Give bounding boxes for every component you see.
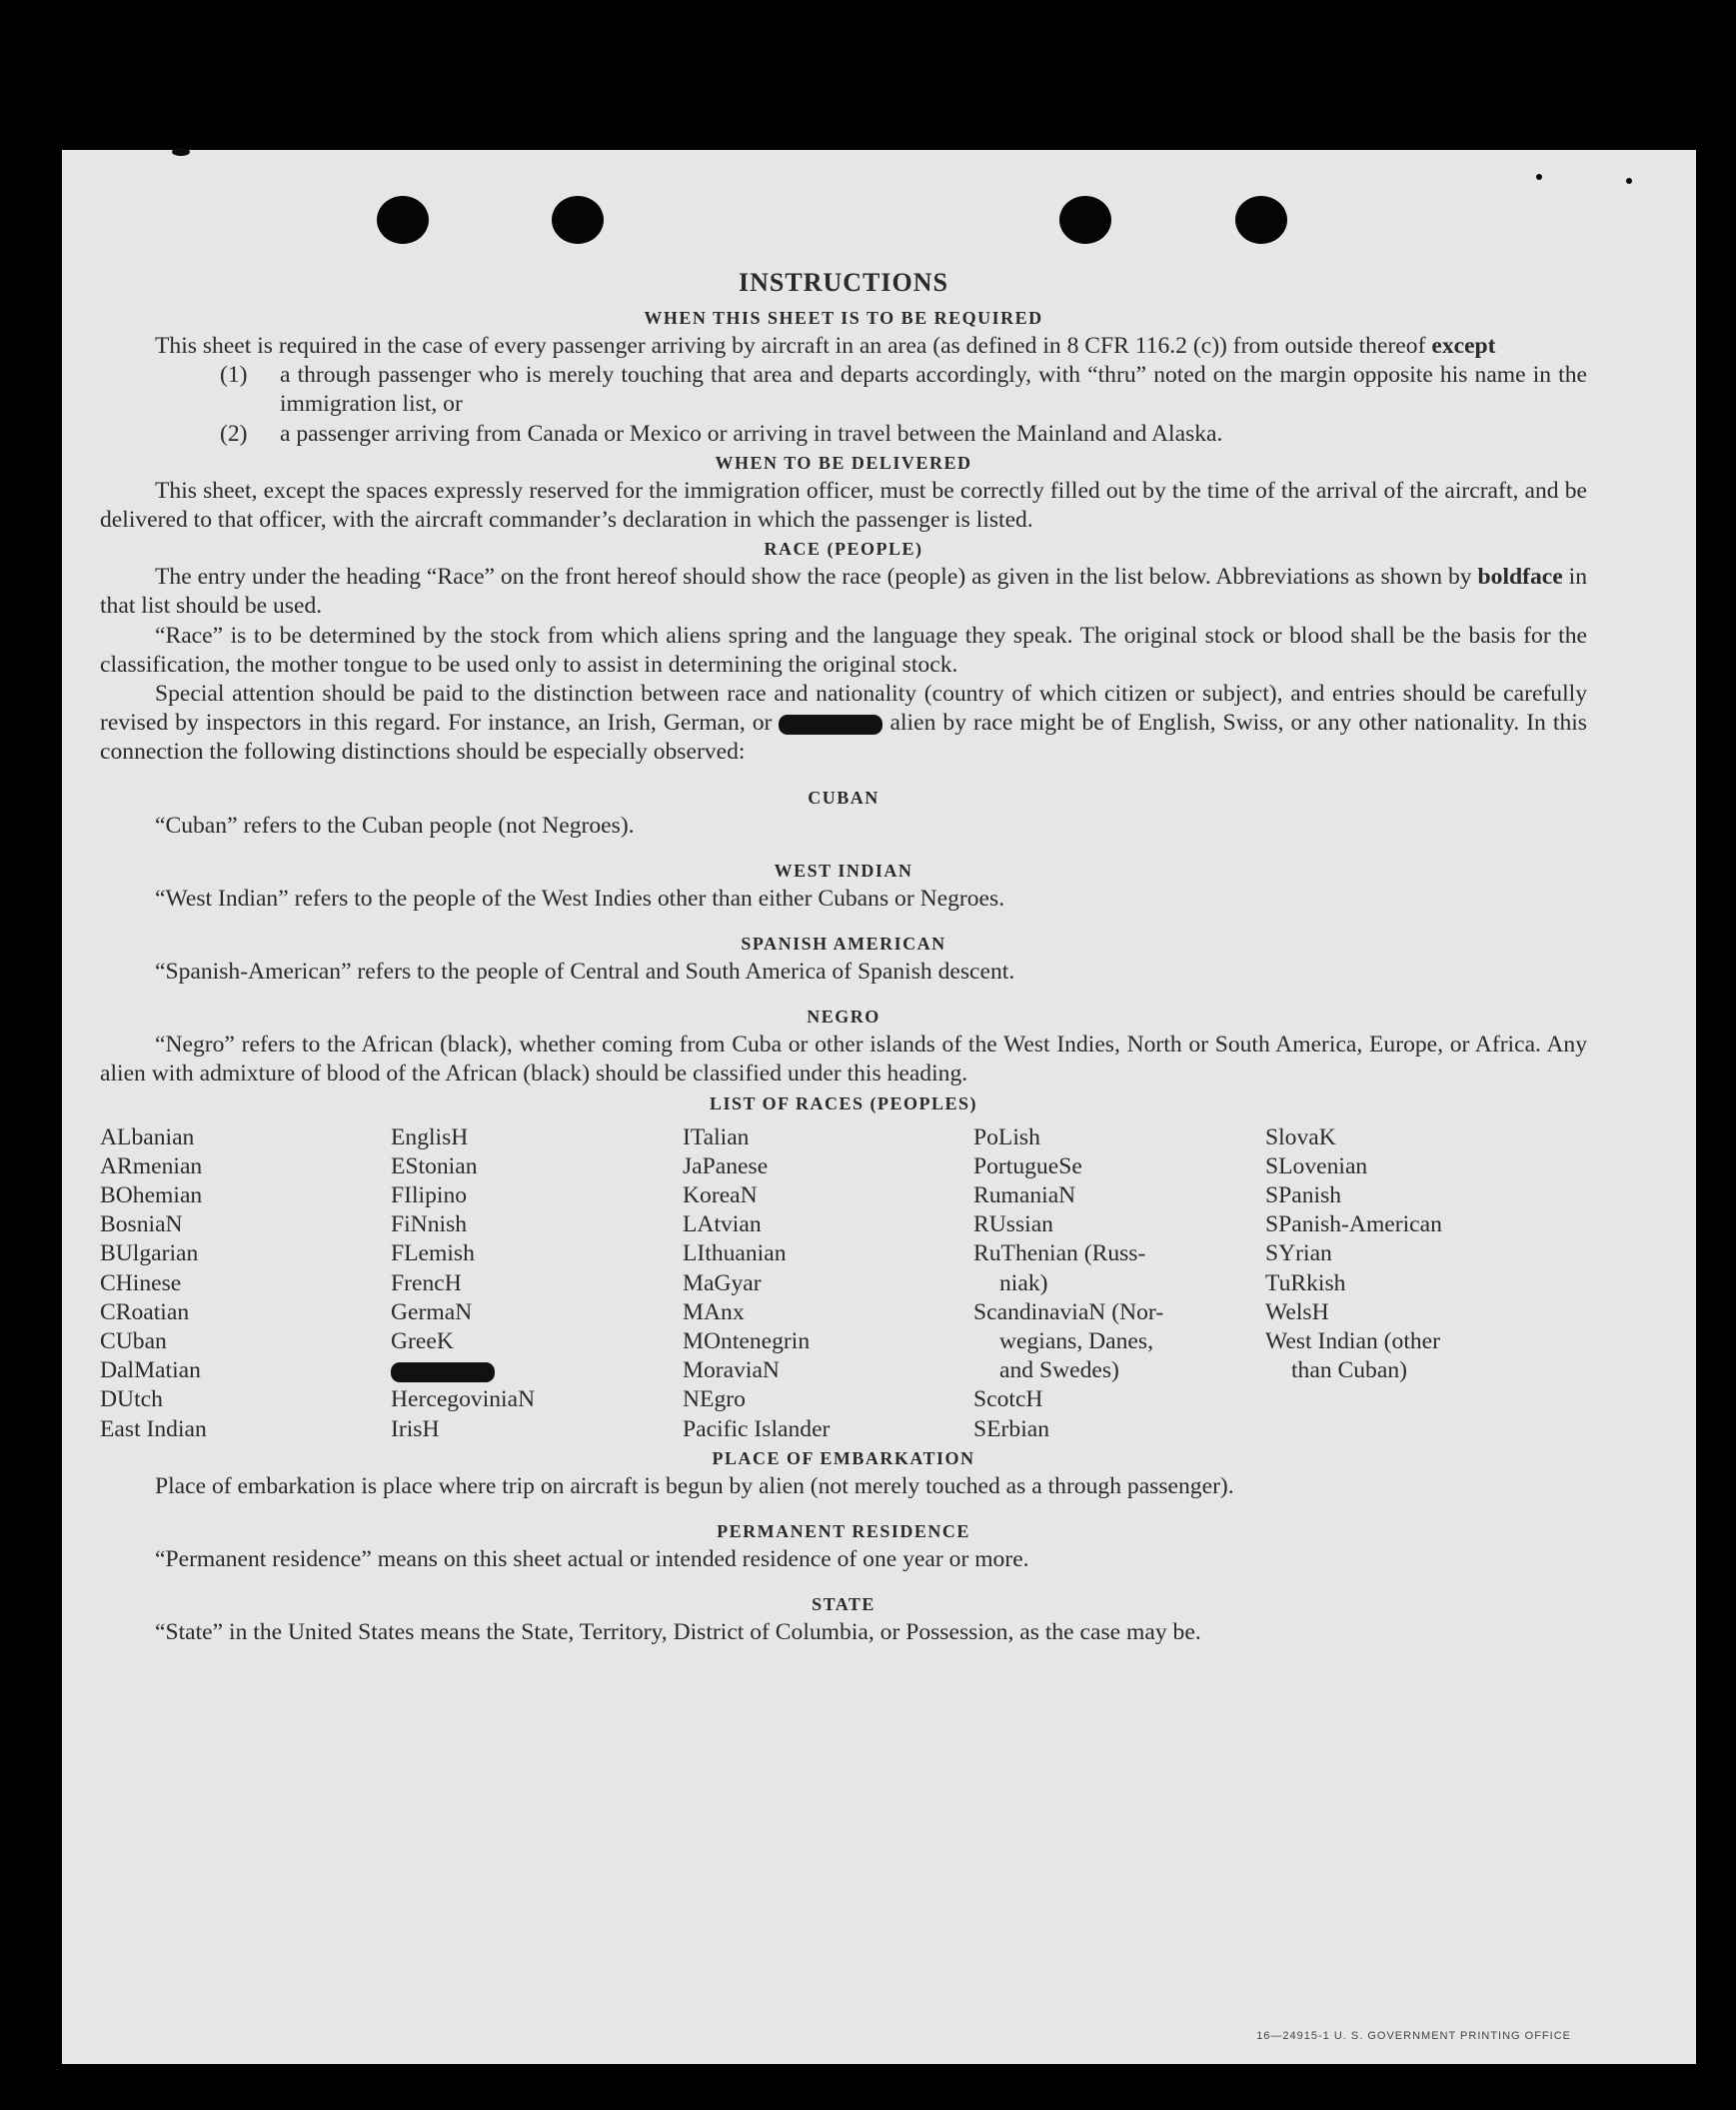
race-entry: GreeK <box>391 1328 454 1355</box>
list-item: (1) a through passenger who is merely touching that area and departs accordingly, with “thru” noted on the margin opposite his name in the immigration list, or <box>220 362 1587 418</box>
race-entry: FiNnish <box>391 1211 468 1238</box>
race-entry: EStonian <box>391 1152 478 1179</box>
race-entry: Pacific Islander <box>683 1415 831 1442</box>
race-entry: FLemish <box>391 1240 475 1267</box>
race-entry: RumaniaN <box>973 1182 1076 1209</box>
paragraph-state: “State” in the United States means the State, Territory, District of Columbia, or Possession, as the case may be. <box>155 1619 1201 1646</box>
race-entry: SlovaK <box>1265 1123 1336 1150</box>
heading-place-of-embarkation: PLACE OF EMBARKATION <box>712 1447 975 1468</box>
paragraph-required: This sheet is required in the case of every passenger arriving by aircraft in an area (as defined in 8 CFR 116.2 (c)) from outside thereof except <box>155 333 1496 359</box>
race-entry: WelsH <box>1265 1298 1329 1325</box>
race-entry: West Indian (other <box>1265 1328 1440 1355</box>
paper-speck <box>1626 178 1632 184</box>
race-entry: CUban <box>100 1328 167 1355</box>
heading-when-required: WHEN THIS SHEET IS TO BE REQUIRED <box>644 308 1043 328</box>
redaction-mark <box>391 1362 495 1382</box>
race-column <box>973 1123 1265 1444</box>
race-entry: SPanish-American <box>1265 1211 1442 1238</box>
race-column <box>1265 1123 1587 1444</box>
race-entry: BOhemian <box>100 1182 203 1209</box>
race-entry: DUtch <box>100 1386 163 1413</box>
punch-hole <box>1235 196 1287 244</box>
heading-list-of-races: LIST OF RACES (PEOPLES) <box>709 1092 978 1113</box>
punch-hole <box>1059 196 1111 244</box>
race-entry: MaGyar <box>683 1269 762 1296</box>
race-column <box>683 1123 973 1444</box>
race-column <box>100 1123 391 1444</box>
paragraph-delivered: This sheet, except the spaces expressly reserved for the immigration officer, must be correctly filled out by the time of the arrival of the aircraft, and be delivered to that officer, with the aircraft commander’s declaration in which the passenger is listed. <box>100 477 1587 534</box>
race-entry: ITalian <box>683 1123 750 1150</box>
paragraph-embarkation: Place of embarkation is place where trip on aircraft is begun by alien (not merely touched as a through passenger). <box>155 1472 1234 1499</box>
paragraph-race-2: “Race” is to be determined by the stock from which aliens spring and the language they speak. The original stock or blood shall be the basis for the classification, the mother tongue to be used only to assist in determining the original stock. <box>100 622 1587 678</box>
race-entry: EnglisH <box>391 1123 469 1150</box>
race-entry-redacted <box>391 1356 683 1385</box>
paper-speck <box>1536 174 1542 180</box>
race-entry: BUlgarian <box>100 1240 199 1267</box>
paragraph-cuban: “Cuban” refers to the Cuban people (not Negroes). <box>155 812 635 839</box>
instruction-sheet <box>62 150 1696 2064</box>
heading-permanent-residence: PERMANENT RESIDENCE <box>717 1521 970 1542</box>
heading-when-delivered: WHEN TO BE DELIVERED <box>715 452 972 473</box>
race-entry-continued: wegians, Danes, <box>999 1328 1153 1355</box>
race-entry: MAnx <box>683 1298 745 1325</box>
race-entry: IrisH <box>391 1415 440 1442</box>
race-entry: East Indian <box>100 1415 207 1442</box>
page-title: INSTRUCTIONS <box>739 268 948 297</box>
redaction-mark <box>779 715 882 735</box>
paragraph-residence: “Permanent residence” means on this sheet actual or intended residence of one year or more. <box>155 1546 1029 1573</box>
heading-negro: NEGRO <box>807 1007 880 1028</box>
race-entry-continued: than Cuban) <box>1291 1357 1407 1384</box>
race-entry: BosniaN <box>100 1211 183 1238</box>
race-entry: GermaN <box>391 1298 473 1325</box>
race-entry: KoreaN <box>683 1182 758 1209</box>
punch-hole <box>552 196 604 244</box>
race-entry: ScotcH <box>973 1386 1043 1413</box>
race-entry: SPanish <box>1265 1182 1342 1209</box>
heading-cuban: CUBAN <box>808 787 879 808</box>
paper-speck <box>172 148 190 156</box>
printer-footer: 16—24915-1 U. S. GOVERNMENT PRINTING OFFICE <box>1256 2030 1571 2042</box>
race-entry: SYrian <box>1265 1240 1332 1267</box>
race-entry-continued: and Swedes) <box>999 1357 1119 1384</box>
paragraph-race-3: Special attention should be paid to the distinction between race and nationality (country of which citizen or subject), and entries should be carefully revised by inspectors in this regard. For instance, an Irish, German, or alien by race might be of English, Swiss, or any other nationality. In this connection the following distinctions should be especially observed: <box>100 681 1587 766</box>
race-entry: ALbanian <box>100 1123 195 1150</box>
race-entry: RuThenian (Russ- <box>973 1240 1146 1267</box>
race-entry: SErbian <box>973 1415 1050 1442</box>
instructions-text <box>100 268 1587 1648</box>
race-entry: CHinese <box>100 1269 182 1296</box>
race-entry: MoraviaN <box>683 1357 780 1384</box>
race-entry: NEgro <box>683 1386 746 1413</box>
race-entry: MOntenegrin <box>683 1328 811 1355</box>
race-entry: HercegoviniaN <box>391 1386 536 1413</box>
race-list <box>100 1123 1587 1444</box>
race-entry: ScandinaviaN (Nor- <box>973 1298 1164 1325</box>
race-entry: ARmenian <box>100 1152 203 1179</box>
list-item: (2) a passenger arriving from Canada or Mexico or arriving in travel between the Mainland and Alaska. <box>220 420 1223 447</box>
heading-race: RACE (PEOPLE) <box>764 539 923 560</box>
paragraph-west-indian: “West Indian” refers to the people of the West Indies other than either Cubans or Negroes. <box>155 885 1005 912</box>
race-entry: PoLish <box>973 1123 1040 1150</box>
race-entry: CRoatian <box>100 1298 190 1325</box>
race-entry: PortugueSe <box>973 1152 1082 1179</box>
heading-spanish-american: SPANISH AMERICAN <box>741 934 946 955</box>
race-entry: FIlipino <box>391 1182 468 1209</box>
punch-hole <box>377 196 429 244</box>
race-entry: TuRkish <box>1265 1269 1346 1296</box>
race-entry: RUssian <box>973 1211 1053 1238</box>
race-entry: LAtvian <box>683 1211 762 1238</box>
race-entry: JaPanese <box>683 1152 769 1179</box>
paragraph-race-1: The entry under the heading “Race” on the front hereof should show the race (people) as given in the list below. Abbreviations as shown by boldface in that list should be used. <box>100 564 1588 620</box>
heading-state: STATE <box>812 1594 875 1615</box>
race-entry-continued: niak) <box>999 1269 1048 1296</box>
race-entry: LIthuanian <box>683 1240 787 1267</box>
race-entry: DalMatian <box>100 1357 201 1384</box>
race-column <box>391 1123 683 1444</box>
race-entry: FrencH <box>391 1269 462 1296</box>
heading-west-indian: WEST INDIAN <box>774 860 913 881</box>
race-entry: SLovenian <box>1265 1152 1368 1179</box>
paragraph-negro: “Negro” refers to the African (black), whether coming from Cuba or other islands of the West Indies, North or South America, Europe, or Africa. Any alien with admixture of blood of the African (black) should be classified under this heading. <box>100 1032 1587 1087</box>
paragraph-spanish-american: “Spanish-American” refers to the people of Central and South America of Spanish descent. <box>155 959 1015 986</box>
